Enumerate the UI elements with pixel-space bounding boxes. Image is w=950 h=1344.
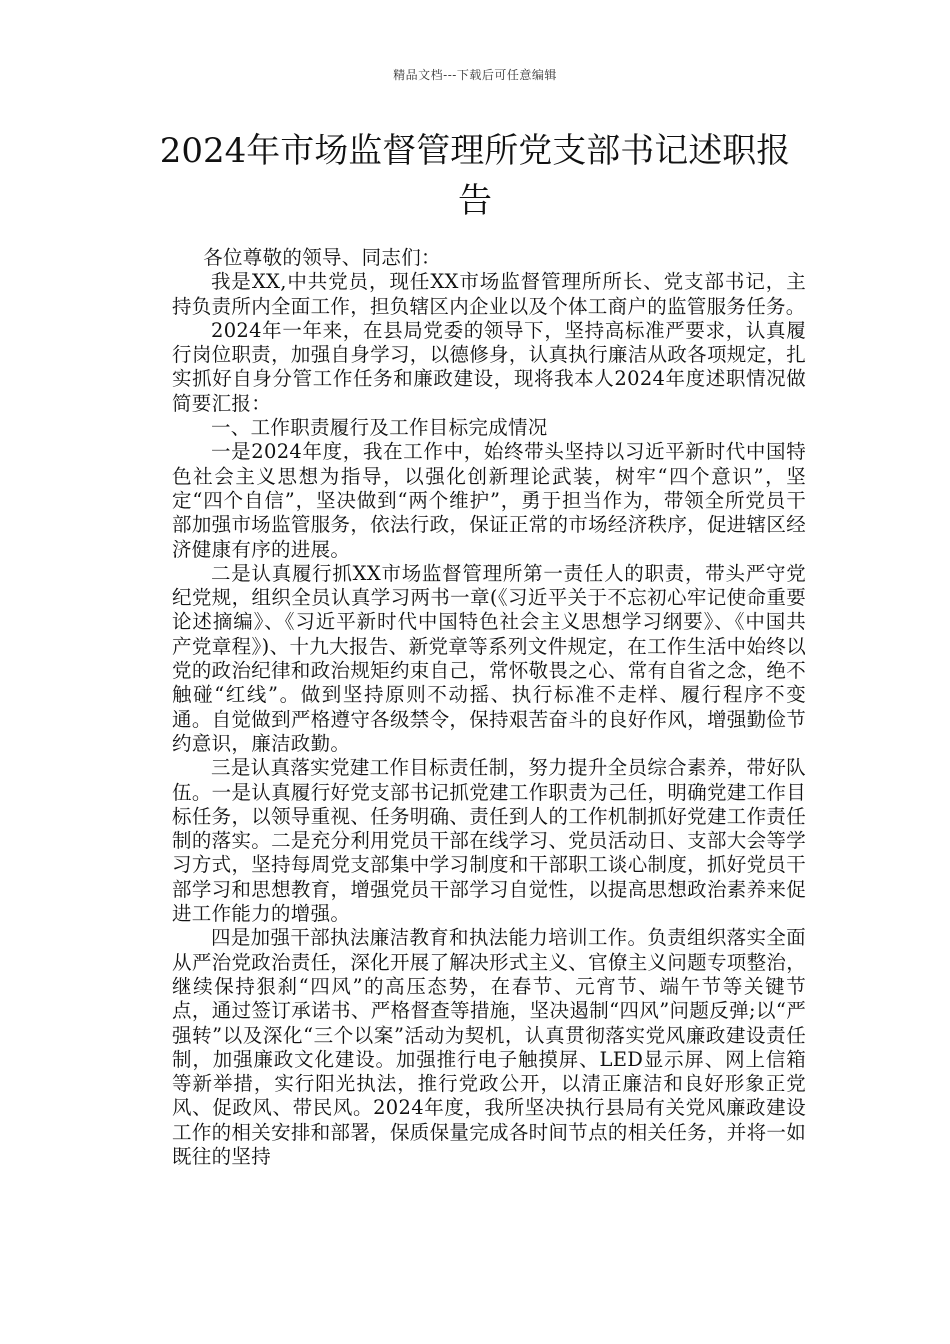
document-body xyxy=(172,246,806,1169)
salutation: 各位尊敬的领导、同志们： xyxy=(203,246,441,269)
paragraph-item-1: 一是2024年度，我在工作中，始终带头坚持以习近平新时代中国特色社会主义思想为指导，以强化创新理论武装，树牢“四个意识”，坚定“四个自信”，坚决做到“两个维护”，勇于担当作为，带领全所党员干部加强市场监管服务，依法行政，保证正常的市场经济秩序，促进辖区经济健康有序的进展。 xyxy=(172,440,806,561)
header-note: 精品文档---下载后可任意编辑 xyxy=(393,68,557,82)
paragraph-overview: 2024年一年来，在县局党委的领导下，坚持高标准严要求，认真履行岗位职责，加强自身学习，以德修身，认真执行廉洁从政各项规定，扎实抓好自身分管工作任务和廉政建设，现将我本人2024年度述职情况做简要汇报： xyxy=(172,318,806,415)
paragraph-intro: 我是XX,中共党员，现任XX市场监督管理所所长、党支部书记，主持负责所内全面工作，担负辖区内企业以及个体工商户的监管服务任务。 xyxy=(172,270,806,318)
document-title: 2024年市场监督管理所党支部书记述职报告 xyxy=(159,131,791,221)
paragraph-item-3: 三是认真落实党建工作目标责任制，努力提升全员综合素养，带好队伍。一是认真履行好党支部书记抓党建工作职责为己任，明确党建工作目标任务，以领导重视、任务明确、责任到人的工作机制抓好党建工作责任制的落实。二是充分利用党员干部在线学习、党员活动日、支部大会等学习方式，坚持每周党支部集中学习制度和干部职工谈心制度，抓好党员干部学习和思想教育，增强党员干部学习自觉性，以提高思想政治素养来促进工作能力的增强。 xyxy=(172,756,806,926)
paragraph-item-4: 四是加强干部执法廉洁教育和执法能力培训工作。负责组织落实全面从严治党政治责任，深化开展了解决形式主义、官僚主义问题专项整治，继续保持狠刹“四风”的高压态势，在春节、元宵节、端午节等关键节点，通过签订承诺书、严格督查等措施，坚决遏制“四风”问题反弹;以“严强转”以及深化“三个以案”活动为契机，认真贯彻落实党风廉政建设责任制，加强廉政文化建设。加强推行电子触摸屏、LED显示屏、网上信箱等新举措，实行阳光执法，推行党政公开，以清正廉洁和良好形象正党风、促政风、带民风。2024年度，我所坚决执行县局有关党风廉政建设工作的相关安排和部署，保质保量完成各时间节点的相关任务，并将一如既往的坚持 xyxy=(172,926,806,1168)
section-heading-1: 一、工作职责履行及工作目标完成情况 xyxy=(211,416,548,440)
paragraph-item-2: 二是认真履行抓XX市场监督管理所第一责任人的职责，带头严守党纪党规，组织全员认真学习两书一章(《习近平关于不忘初心牢记使命重要论述摘编》、《习近平新时代中国特色社会主义思想学习纲要》、《中国共产党章程》)、十九大报告、新党章等系列文件规定，在工作生活中始终以党的政治纪律和政治规矩约束自己，常怀敬畏之心、常有自省之念，绝不触碰“红线”。做到坚持原则不动摇、执行标准不走样、履行程序不变通。自觉做到严格遵守各级禁令，保持艰苦奋斗的良好作风，增强勤俭节约意识，廉洁政勤。 xyxy=(172,561,806,755)
